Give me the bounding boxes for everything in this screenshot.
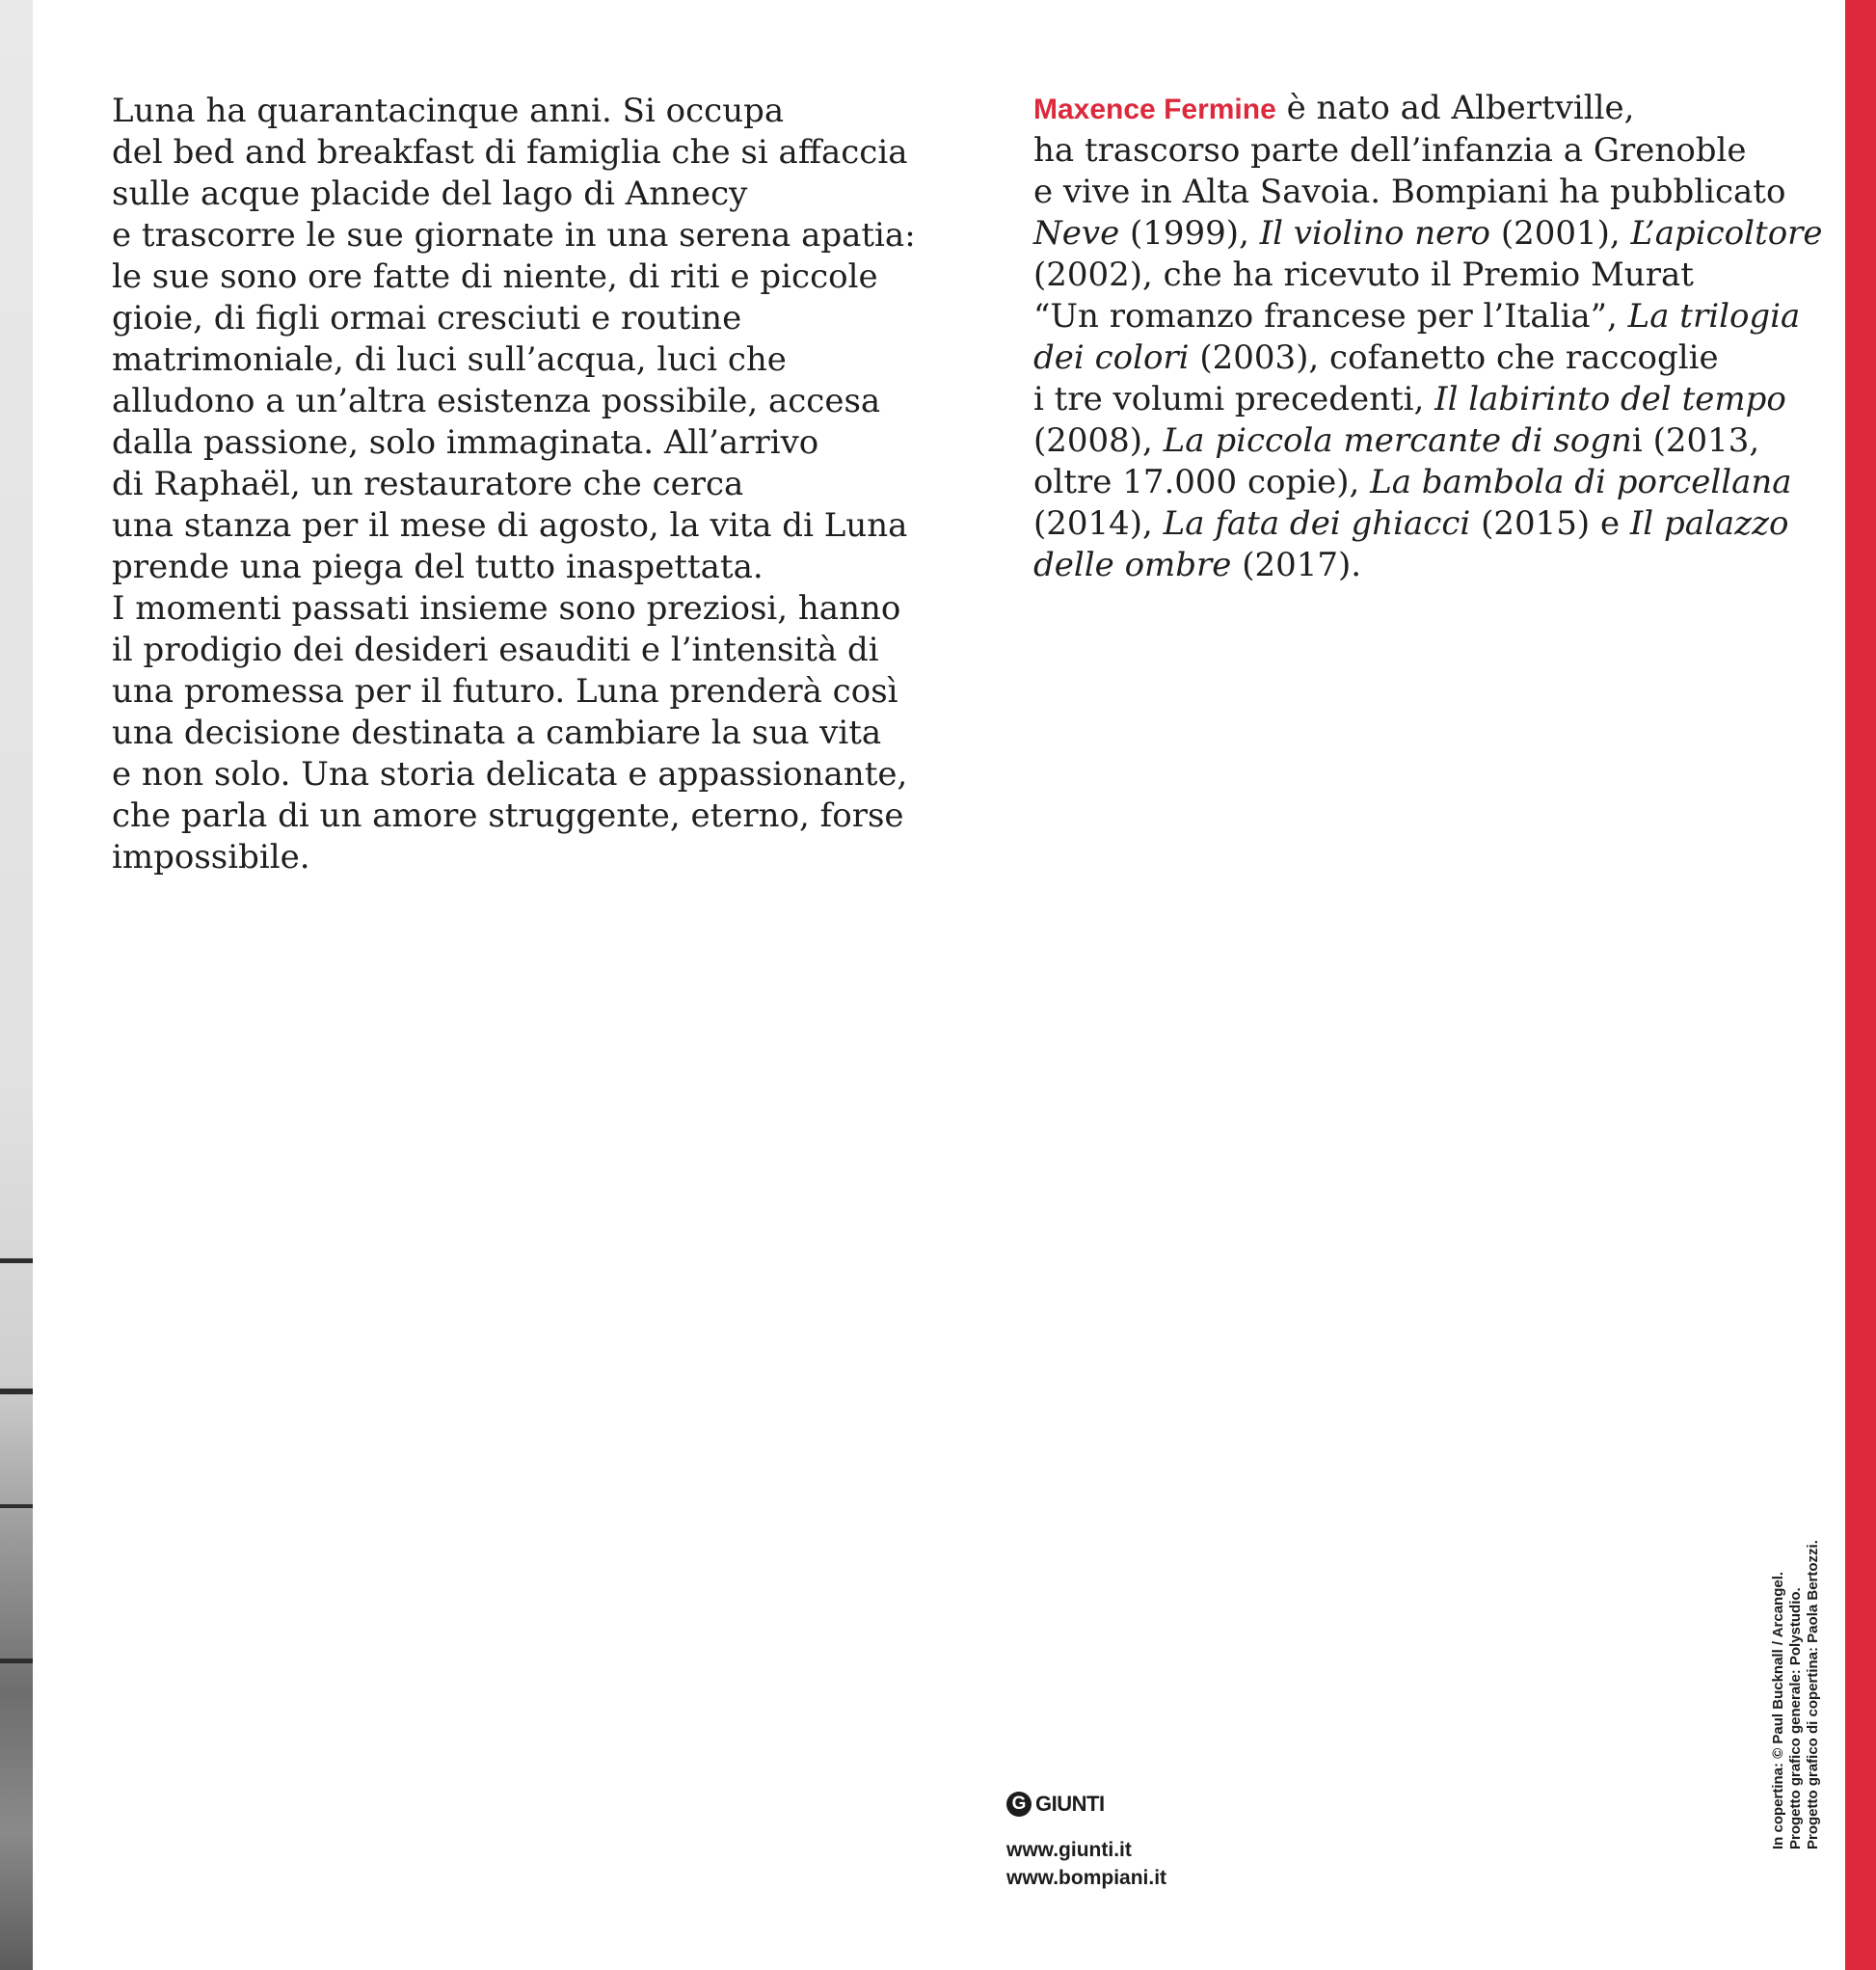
book-title: L’apicoltore <box>1630 214 1823 253</box>
synopsis-line: del bed and breakfast di famiglia che si affaccia <box>112 133 908 172</box>
book-title: La bambola di porcellana <box>1370 463 1792 501</box>
cover-credits <box>1770 1540 1822 1849</box>
bio-line: i tre volumi precedenti, Il labirinto del tempo <box>1033 380 1786 418</box>
book-title: La trilogia <box>1627 297 1801 336</box>
synopsis-line: gioie, di figli ormai cresciuti e routine <box>112 299 742 337</box>
bio-line: Maxence Fermine è nato ad Albertville, <box>1033 89 1635 127</box>
author-bio <box>1033 88 1824 586</box>
synopsis-line: di Raphaël, un restauratore che cerca <box>112 465 744 503</box>
bio-line: ha trascorso parte dell’infanzia a Grenoble <box>1033 131 1747 170</box>
synopsis-line: sulle acque placide del lago di Annecy <box>112 175 748 213</box>
book-title: La fata dei ghiacci <box>1163 504 1471 543</box>
giunti-website-link[interactable]: www.giunti.it <box>1006 1839 1132 1861</box>
synopsis-line: matrimoniale, di luci sull’acqua, luci che <box>112 340 787 379</box>
credit-line: Progetto grafico di copertina: Paola Bertozzi. <box>1805 1540 1821 1849</box>
giunti-logo <box>1006 1788 1166 1821</box>
giunti-logo-icon: G <box>1006 1792 1032 1817</box>
synopsis-line: prende una piega del tutto inaspettata. <box>112 548 764 586</box>
synopsis-line: Luna ha quarantacinque anni. Si occupa <box>112 92 785 130</box>
synopsis-line: dalla passione, solo immaginata. All’arrivo <box>112 423 819 462</box>
bio-line: e vive in Alta Savoia. Bompiani ha pubblicato <box>1033 173 1786 211</box>
publisher-block <box>1006 1788 1166 1892</box>
bio-line: “Un romanzo francese per l’Italia”, La trilogia <box>1033 297 1801 336</box>
book-title: Il labirinto del tempo <box>1434 380 1786 418</box>
synopsis-line: una stanza per il mese di agosto, la vita di Luna <box>112 506 908 545</box>
credit-line: In copertina: © Paul Bucknall / Arcangel. <box>1770 1571 1786 1849</box>
bio-line: dei colori (2003), cofanetto che raccoglie <box>1033 338 1719 377</box>
book-title: dei colori <box>1033 338 1190 377</box>
synopsis-line: I momenti passati insieme sono preziosi, hanno <box>112 589 901 628</box>
synopsis-line: impossibile. <box>112 838 310 877</box>
bio-line: (2002), che ha ricevuto il Premio Murat <box>1033 256 1694 294</box>
synopsis-line: una decisione destinata a cambiare la sua vita <box>112 714 882 752</box>
spine-accent-bar <box>1845 0 1876 1970</box>
synopsis-text <box>112 91 916 878</box>
bompiani-website-link[interactable]: www.bompiani.it <box>1006 1867 1167 1889</box>
book-title: delle ombre <box>1033 546 1232 584</box>
cover-photo-edge <box>0 0 33 1970</box>
synopsis-line: e trascorre le sue giornate in una serena apatia: <box>112 216 916 255</box>
synopsis-line: alludono a un’altra esistenza possibile, accesa <box>112 382 881 420</box>
book-title: La piccola mercante di sogn <box>1163 421 1632 460</box>
book-title: Il palazzo <box>1629 504 1789 543</box>
bio-line: (2008), La piccola mercante di sogni (2013, <box>1033 421 1760 460</box>
book-title: Neve <box>1033 214 1120 253</box>
synopsis-line: il prodigio dei desideri esauditi e l’intensità di <box>112 631 879 669</box>
credit-line: Progetto grafico generale: Polystudio. <box>1787 1587 1804 1849</box>
synopsis-line: e non solo. Una storia delicata e appassionante, <box>112 755 908 794</box>
bio-line: oltre 17.000 copie), La bambola di porcellana <box>1033 463 1792 501</box>
giunti-logo-text: GIUNTI <box>1035 1792 1105 1816</box>
synopsis-line: che parla di un amore struggente, eterno, forse <box>112 796 904 835</box>
synopsis-line: le sue sono ore fatte di niente, di riti e piccole <box>112 257 878 296</box>
bio-line: delle ombre (2017). <box>1033 546 1362 584</box>
synopsis-line: una promessa per il futuro. Luna prenderà così <box>112 672 898 711</box>
bio-line: (2014), La fata dei ghiacci (2015) e Il palazzo <box>1033 504 1789 543</box>
author-name: Maxence Fermine <box>1033 94 1276 125</box>
book-title: Il violino nero <box>1259 214 1491 253</box>
bio-line: Neve (1999), Il violino nero (2001), L’apicoltore <box>1033 214 1823 253</box>
